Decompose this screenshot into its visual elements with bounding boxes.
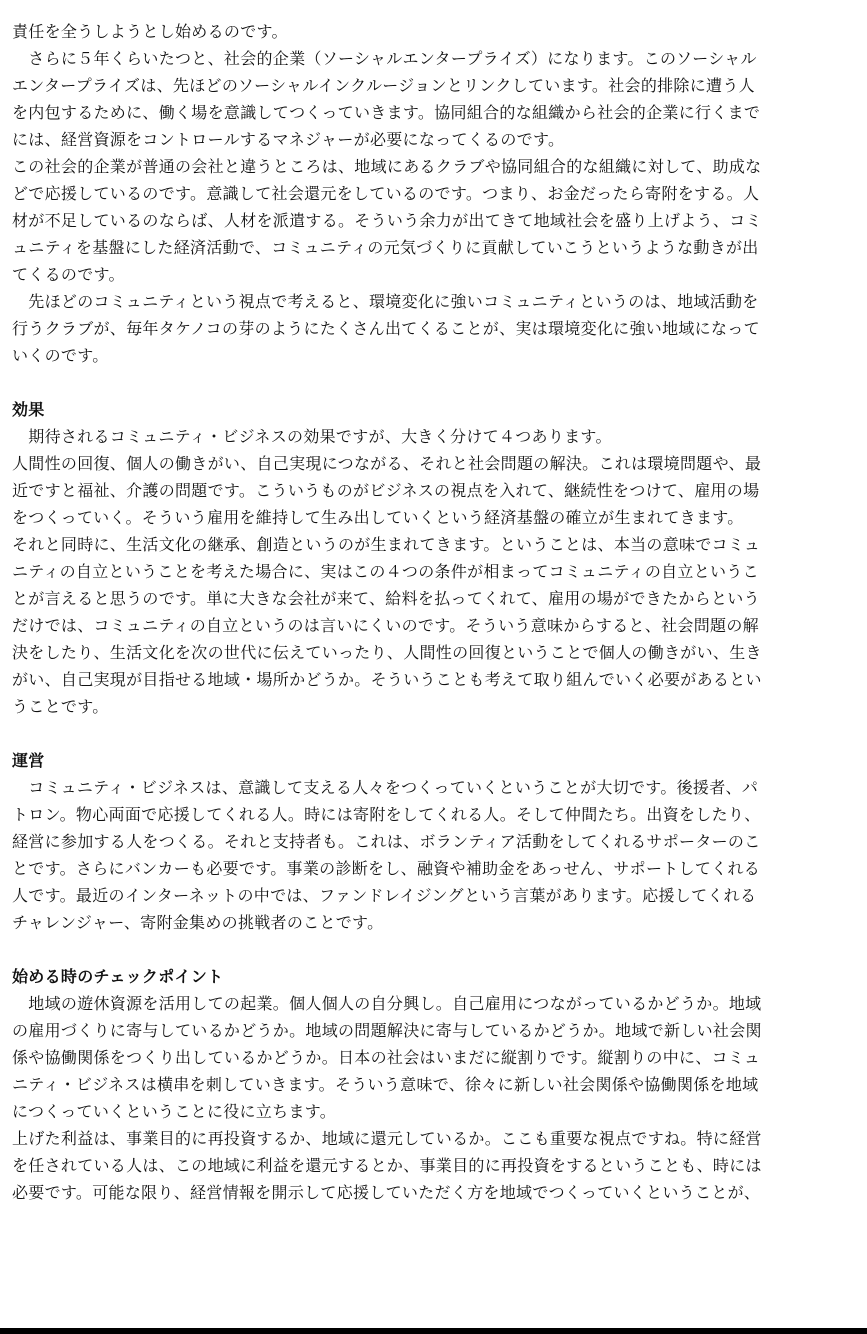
text-line: ニティ・ビジネスは横串を刺していきます。そういう意味で、徐々に新しい社会関係や協働関係を地域 — [12, 1075, 759, 1094]
text-line: 経営に参加する人をつくる。それと支持者も。これは、ボランティア活動をしてくれるサポーターのこ — [12, 832, 761, 851]
text-line: 行うクラブが、毎年タケノコの芽のようにたくさん出てくることが、実は環境変化に強い地域になって — [12, 319, 760, 338]
text-line: うことです。 — [12, 697, 109, 716]
text-line: てくるのです。 — [12, 265, 125, 284]
text-line: 責任を全うしようとし始めるのです。 — [12, 22, 288, 41]
text-line: ュニティを基盤にした経済活動で、コミュニティの元気づくりに貢献していこうというような動きが出 — [12, 238, 759, 257]
blank-line — [12, 936, 832, 963]
text-line: いくのです。 — [12, 346, 109, 365]
text-line: とです。さらにバンカーも必要です。事業の診断をし、融資や補助金をあっせん、サポートしてくれる — [12, 859, 761, 878]
text-line: 期待されるコミュニティ・ビジネスの効果ですが、大きく分けて４つあります。 — [12, 427, 612, 446]
text-line: 地域の遊休資源を活用しての起業。個人個人の自分興し。自己雇用につながっているかどうか。地域 — [12, 994, 762, 1013]
section-heading: 始める時のチェックポイント — [12, 967, 224, 986]
text-line: コミュニティ・ビジネスは、意識して支える人々をつくっていくということが大切です。後援者、パ — [12, 778, 759, 797]
text-line: 材が不足しているのならば、人材を派遣する。そういう余力が出てきて地域社会を盛り上げよう、コミ — [12, 211, 762, 230]
text-line: 人です。最近のインターネットの中では、ファンドレイジングという言葉があります。応援してくれる — [12, 886, 757, 905]
bottom-border — [0, 1328, 867, 1334]
text-line: 係や協働関係をつくり出しているかどうか。日本の社会はいまだに縦割りです。縦割りの中に、コミュ — [12, 1048, 761, 1067]
section-heading: 効果 — [12, 400, 45, 419]
text-line: につくっていくということに役に立ちます。 — [12, 1102, 337, 1121]
text-line: ニティの自立ということを考えた場合に、実はこの４つの条件が相まってコミュニティの自立というこ — [12, 562, 759, 581]
section-heading: 運営 — [12, 751, 45, 770]
document-body — [12, 18, 832, 1206]
text-line: とが言えると思うのです。単に大きな会社が来て、給料を払ってくれて、雇用の場ができたからという — [12, 589, 760, 608]
text-line: この社会的企業が普通の会社と違うところは、地域にあるクラブや協同組合的な組織に対して、助成な — [12, 157, 762, 176]
text-line: を任されている人は、この地域に利益を還元するとか、事業目的に再投資をするということも、時には — [12, 1156, 762, 1175]
text-line: チャレンジャー、寄附金集めの挑戦者のことです。 — [12, 913, 384, 932]
blank-line — [12, 369, 832, 396]
text-line: エンタープライズは、先ほどのソーシャルインクルージョンとリンクしています。社会的排除に遭う人 — [12, 76, 755, 95]
text-line: 決をしたり、生活文化を次の世代に伝えていったり、人間性の回復ということで個人の働きがい、生き — [12, 643, 762, 662]
text-line: を内包するために、働く場を意識してつくっていきます。協同組合的な組織から社会的企業に行くまで — [12, 103, 761, 122]
blank-line — [12, 720, 832, 747]
text-line: 人間性の回復、個人の働きがい、自己実現につながる、それと社会問題の解決。これは環境問題や、最 — [12, 454, 762, 473]
text-line: 必要です。可能な限り、経営情報を開示して応援していただく方を地域でつくっていくということが、 — [12, 1183, 761, 1202]
text-line: には、経営資源をコントロールするマネジャーが必要になってくるのです。 — [12, 130, 565, 149]
text-line: 先ほどのコミュニティという視点で考えると、環境変化に強いコミュニティというのは、地域活動を — [12, 292, 759, 311]
text-line: をつくっていく。そういう雇用を維持して生み出していくという経済基盤の確立が生まれてきます。 — [12, 508, 744, 527]
text-line: 上げた利益は、事業目的に再投資するか、地域に還元しているか。ここも重要な視点ですね。特に経営 — [12, 1129, 762, 1148]
text-line: だけでは、コミュニティの自立というのは言いにくいのです。そういう意味からすると、社会問題の解 — [12, 616, 759, 635]
text-line: がい、自己実現が目指せる地域・場所かどうか。そういうことも考えて取り組んでいく必要があるとい — [12, 670, 762, 689]
text-line: 近ですと福祉、介護の問題です。こういうものがビジネスの視点を入れて、継続性をつけて、雇用の場 — [12, 481, 760, 500]
text-line: トロン。物心両面で応援してくれる人。時には寄附をしてくれる人。そして仲間たち。出資をしたり、 — [12, 805, 761, 824]
text-line: どで応援しているのです。意識して社会還元をしているのです。つまり、お金だったら寄附をする。人 — [12, 184, 760, 203]
text-line: さらに５年くらいたつと、社会的企業（ソーシャルエンタープライズ）になります。このソーシャル — [12, 49, 757, 68]
text-line: それと同時に、生活文化の継承、創造というのが生まれてきます。ということは、本当の意味でコミュ — [12, 535, 761, 554]
text-line: の雇用づくりに寄与しているかどうか。地域の問題解決に寄与しているかどうか。地域で新しい社会関 — [12, 1021, 762, 1040]
